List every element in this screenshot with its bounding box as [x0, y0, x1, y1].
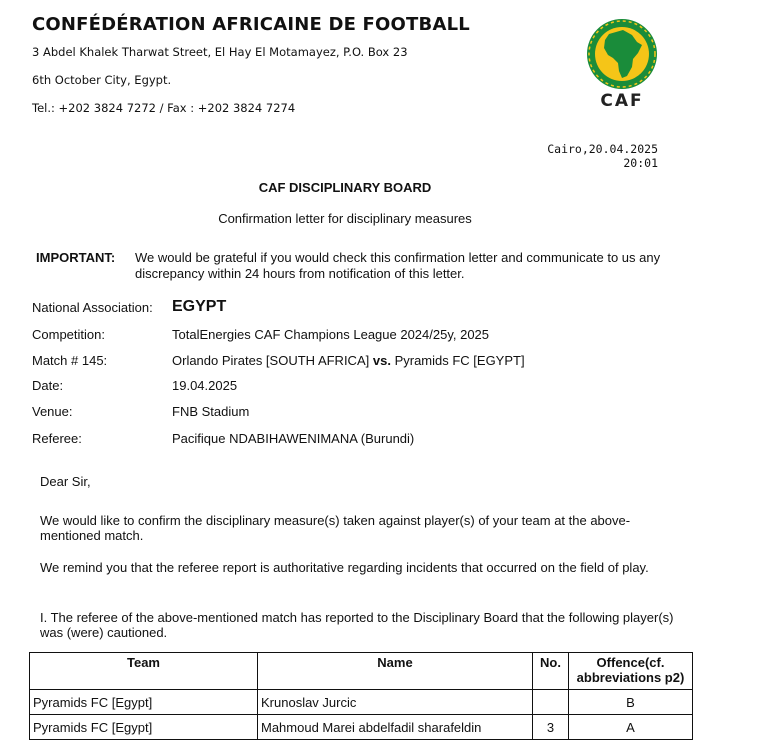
- page-title: CAF DISCIPLINARY BOARD: [258, 180, 432, 195]
- cell-name: Krunoslav Jurcic: [258, 690, 533, 715]
- header-name: Name: [258, 653, 533, 690]
- cell-team: Pyramids FC [Egypt]: [30, 715, 258, 740]
- important-text: We would be grateful if you would check this confirmation letter and communicate to us any discrepancy within 24 hours from notification of this letter.: [135, 250, 661, 281]
- competition-label: Competition:: [32, 327, 105, 342]
- national-association-value: EGYPT: [172, 298, 227, 315]
- table-row: [30, 690, 693, 715]
- address-line-2: 6th October City, Egypt.: [32, 73, 172, 87]
- national-association-label: National Association:: [32, 300, 153, 315]
- paragraph-confirm: We would like to confirm the disciplinary measure(s) taken against player(s) of your team at the above-mentioned match.: [40, 513, 631, 543]
- cell-team: Pyramids FC [Egypt]: [30, 690, 258, 715]
- home-team: Orlando Pirates [SOUTH AFRICA]: [172, 353, 370, 368]
- paragraph-remind: We remind you that the referee report is authoritative regarding incidents that occurred on the field of play.: [40, 560, 649, 575]
- cell-no: [533, 690, 569, 715]
- referee-value: Pacifique NDABIHAWENIMANA (Burundi): [172, 431, 415, 446]
- competition-value: TotalEnergies CAF Champions League 2024/25y, 2025: [172, 327, 490, 342]
- match-value: [172, 353, 525, 368]
- caf-logo: [582, 18, 664, 110]
- away-team: Pyramids FC [EGYPT]: [394, 353, 525, 368]
- organization-name: CONFÉDÉRATION AFRICAINE DE FOOTBALL: [32, 14, 470, 35]
- salutation: Dear Sir,: [40, 474, 91, 489]
- caf-logo-icon: [582, 18, 664, 110]
- cell-no: 3: [533, 715, 569, 740]
- cell-name: Mahmoud Marei abdelfadil sharafeldin: [258, 715, 533, 740]
- header-offence: Offence(cf. abbreviations p2): [569, 653, 693, 690]
- cell-offence: B: [569, 690, 693, 715]
- venue-label: Venue:: [32, 404, 73, 419]
- table-header-row: [30, 653, 693, 690]
- paragraph-cautioned: I. The referee of the above-mentioned match has reported to the Disciplinary Board that the following player(s) was (were) cautioned.: [40, 610, 674, 640]
- cell-offence: A: [569, 715, 693, 740]
- match-label: Match # 145:: [32, 353, 108, 368]
- contact-line: Tel.: +202 3824 7272 / Fax : +202 3824 7274: [32, 101, 296, 115]
- important-label: IMPORTANT:: [36, 250, 116, 265]
- header-no: No.: [533, 653, 569, 690]
- address-line-1: 3 Abdel Khalek Tharwat Street, El Hay El Motamayez, P.O. Box 23: [32, 45, 408, 59]
- header-team: Team: [30, 653, 258, 690]
- place-date: Cairo,20.04.2025: [547, 142, 658, 156]
- letter-subtitle: Confirmation letter for disciplinary measures: [218, 211, 472, 226]
- cautions-table: [29, 652, 693, 740]
- date-value: 19.04.2025: [172, 378, 238, 393]
- venue-value: FNB Stadium: [172, 404, 250, 419]
- referee-label: Referee:: [32, 431, 82, 446]
- vs-text: vs.: [372, 353, 391, 368]
- date-label: Date:: [32, 378, 64, 393]
- logo-text: CAF: [600, 91, 644, 110]
- time: 20:01: [623, 156, 658, 170]
- table-row: [30, 715, 693, 740]
